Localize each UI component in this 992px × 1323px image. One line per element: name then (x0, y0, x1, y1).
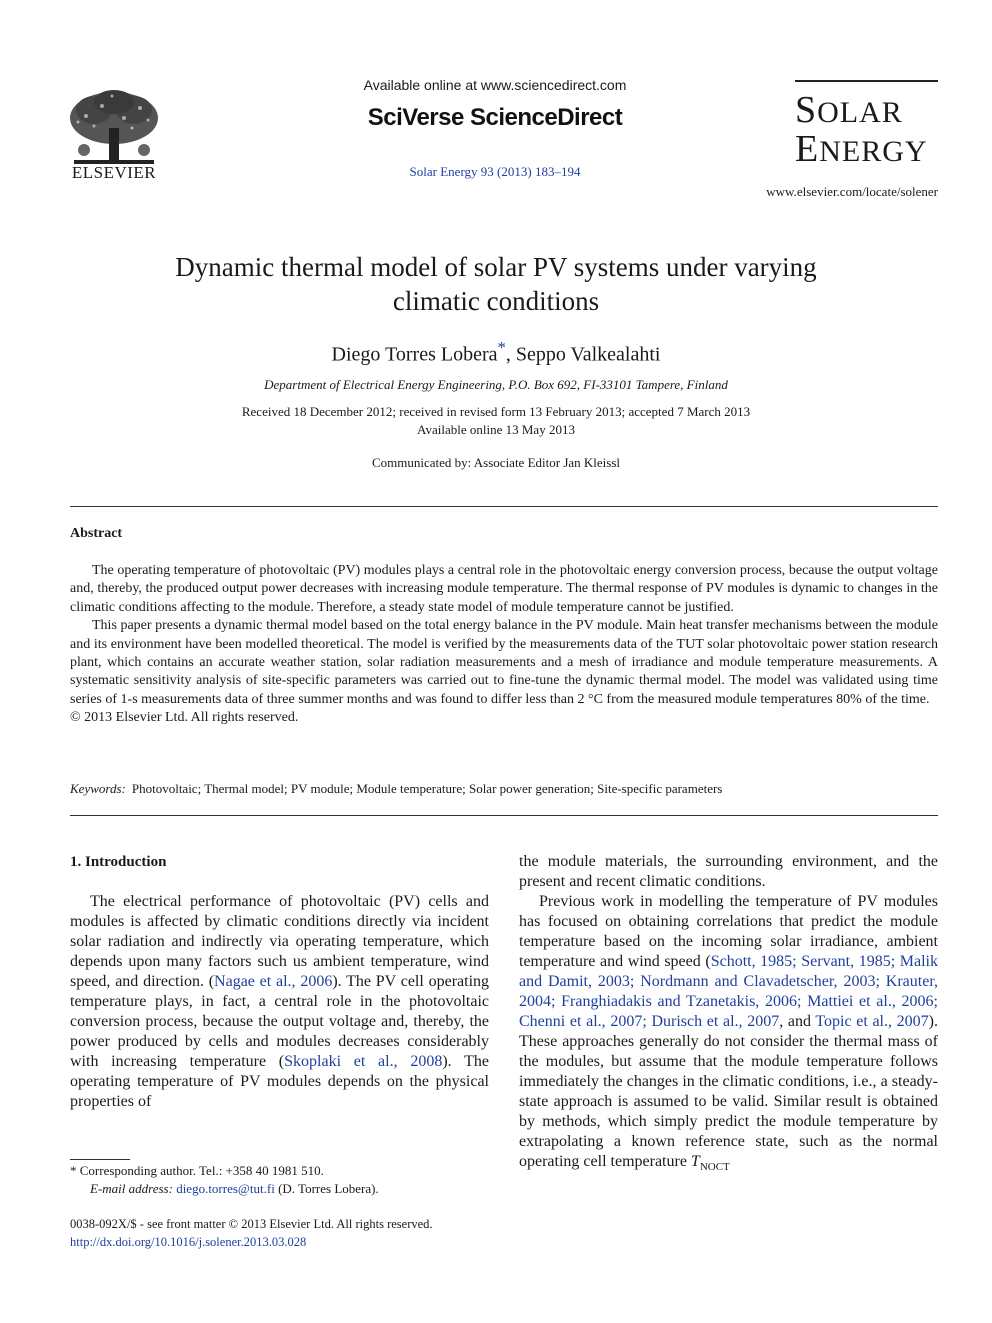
reference-link[interactable]: Nagae et al., 2006 (214, 973, 333, 990)
footnote-email-line: E-mail address: diego.torres@tut.fi (D. Torres Lobera). (90, 1181, 379, 1196)
available-online-text: Available online at www.sciencedirect.com (363, 77, 627, 93)
footnote-line: * Corresponding author. Tel.: +358 40 1981 510. (70, 1163, 324, 1178)
author-1: Diego Torres Lobera (331, 343, 498, 366)
body-paragraph: Previous work in modelling the temperature of PV modules has focused on obtaining correlations that predict the module temperature based on the incoming solar irradiance, ambient temperature and wind speed (Schott, 1985; Servant, 1985; Malik and Damit, 2003; Nordmann and Clavadetscher, 2003; Krauter, 2004; Franghiadakis and Tzanetakis, 2006; Mattiei et al., 2006; Chenni et al., 2007; Durisch et al., 2007, and Topic et al., 2007). These approaches generally do not consider the thermal mass of the modules, but assume that the module temperature follows immediately the changes in the climatic conditions, i.e., a steady-state approach is assumed to be valid. Similar result is obtained by methods, which simply predict the module temperature by extrapolating a known reference state, such as the normal operating cell temperature $T_{NOCT}$ (519, 893, 938, 1174)
reference-link[interactable]: Skoplaki et al., 2008 (284, 1053, 443, 1070)
journal-name: SOLAR ENERGY (795, 89, 928, 170)
footnote-divider (70, 1159, 130, 1160)
abstract-body (70, 562, 938, 728)
keywords-label: Keywords: (70, 781, 126, 796)
issn-line: 0038-092X/$ - see front matter © 2013 Elsevier Ltd. All rights reserved. (70, 1217, 433, 1231)
article-history: Received 18 December 2012; received in revised form 13 February 2013; accepted 7 March 2013 Available online 13 May 2013 (241, 404, 751, 437)
journal-url: www.elsevier.com/locate/solener (766, 184, 938, 199)
abstract-paragraph: The operating temperature of photovoltaic (PV) modules plays a central role in the photovoltaic energy conversion process, because the output voltage and, thereby, the produced output power decreases with increasing module temperature. The thermal response of PV modules is dynamic to changes in the climatic conditions affecting to the module. Therefore, a steady state model of module temperature cannot be justified. (70, 563, 938, 615)
elsevier-wordmark: ELSEVIER (71, 163, 157, 182)
author-2: Seppo Valkealahti (515, 343, 661, 366)
reference-link[interactable]: Topic et al., 2007 (815, 1013, 929, 1030)
keywords (70, 781, 938, 797)
body-column-right (519, 852, 938, 1177)
front-matter (70, 1215, 489, 1251)
email-link[interactable]: diego.torres@tut.fi (176, 1181, 275, 1196)
keywords-list: Photovoltaic; Thermal model; PV module; Module temperature; Solar power generation; Site-specific parameters (131, 781, 723, 796)
abstract-paragraph: This paper presents a dynamic thermal model based on the total energy balance in the PV module. Main heat transfer mechanisms between the module and its environment have been modelled theoretical. The model is verified by the measurements data of the TUT solar photovoltaic power station research plant, which contains an accurate weather station, solar radiation measurements and a mesh of irradiance and module temperature measurements. A systematic sensitivity analysis of site-specific parameters was carried out to fine-tune the dynamic thermal model. The model was validated using time series of 1-s measurements data of three summer months and was found to differ less than 2 °C from the measured module temperatures 80% of the time. (70, 618, 938, 707)
affiliation: Department of Electrical Energy Engineering, P.O. Box 692, FI-33101 Tampere, Finland (264, 377, 728, 392)
corresponding-author-mark[interactable]: * (497, 338, 506, 357)
abstract-top-divider (70, 506, 938, 507)
abstract-bottom-divider (70, 815, 938, 816)
abstract-heading: Abstract (70, 526, 123, 541)
communicated-by: Communicated by: Associate Editor Jan Kleissl (371, 455, 621, 470)
body-paragraph: the module materials, the surrounding environment, and the present and recent climatic conditions. (519, 853, 938, 890)
body-column-left (70, 852, 489, 1112)
doi-link[interactable]: http://dx.doi.org/10.1016/j.solener.2013.03.028 (70, 1235, 307, 1249)
journal-citation-link[interactable]: Solar Energy 93 (2013) 183–194 (409, 164, 581, 179)
abstract-copyright: © 2013 Elsevier Ltd. All rights reserved. (70, 710, 299, 726)
sciverse-logo: SciVerse ScienceDirect (367, 104, 623, 131)
author-list: Diego Torres Lobera*, Seppo Valkealahti (331, 338, 661, 366)
footnote (70, 1162, 489, 1198)
math-symbol: T (690, 1153, 700, 1170)
section-heading: 1. Introduction (70, 854, 167, 870)
body-paragraph: The electrical performance of photovoltaic (PV) cells and modules is affected by climatic conditions directly via incident solar radiation and indirectly via operating temperature, which depends upon many factors such us ambient temperature, wind speed, and direction. (Nagae et al., 2006). The PV cell operating temperature plays, in fact, a central role in the photovoltaic conversion process, because the output voltage and, thereby, the power produced by cells and modules decreases considerably with increasing temperature (Skoplaki et al., 2008). The operating temperature of PV modules depends on the physical properties of (70, 893, 490, 1110)
reference-link[interactable]: Schott, 1985; Servant, 1985; Malik and Damit, 2003; Nordmann and Clavadetscher, 2003; Krauter, 2004; Franghiadakis and Tzanetakis, 2006; Mattiei et al., 2006; Chenni et al., 2007; Durisch et al., 2007 (519, 953, 938, 1030)
journal-title-logo (795, 80, 938, 170)
article-title: Dynamic thermal model of solar PV systems under varying climatic conditions (175, 252, 817, 316)
